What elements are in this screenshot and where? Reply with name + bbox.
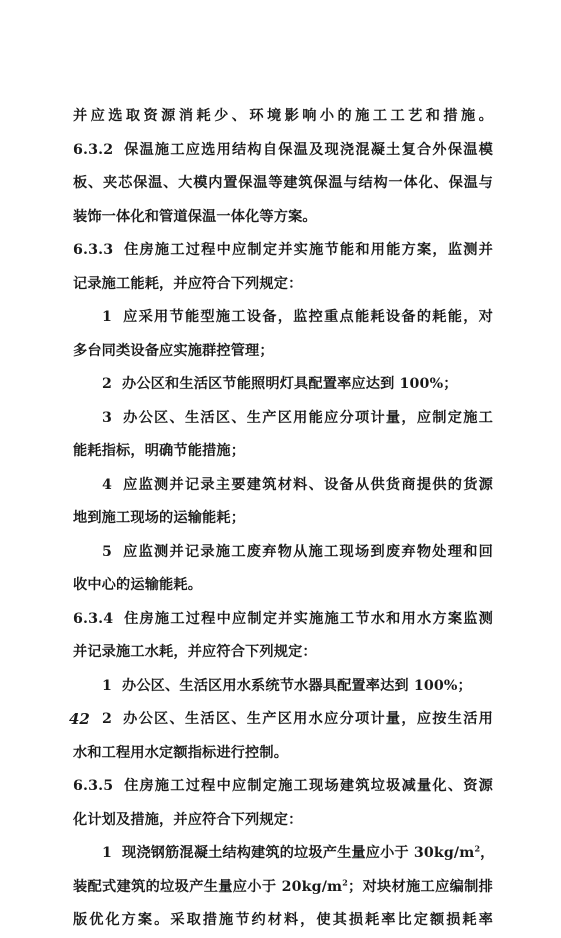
text-line: 装饰一体化和管道保温一体化等方案。 [73, 208, 317, 225]
item-number: 2 [102, 711, 113, 727]
item-number: 1 [102, 845, 113, 861]
item-number: 2 [102, 376, 113, 392]
text-line: 并应选取资源消耗少、环境影响小的施工工艺和措施。 [73, 108, 493, 124]
clause-6-3-2: 6.3.2 保温施工应选用结构自保温及现浇混凝土复合外保温模 [73, 134, 493, 168]
text-line: 地到施工现场的运输能耗； [73, 510, 246, 526]
list-item: 3 办公区、生活区、生产区用能应分项计量，应制定施工 [73, 402, 493, 436]
list-item: 2 办公区、生活区、生产区用水应分项计量，应按生活用 [73, 703, 493, 737]
list-item: 1 应采用节能型施工设备，监控重点能耗设备的耗能，对 [73, 301, 493, 335]
item-number: 3 [102, 409, 113, 426]
item-number: 5 [102, 543, 113, 560]
text-line: 装配式建筑的垃圾产生量应小于 $20kg/m^2$；对块材施工应编制排 [73, 876, 493, 895]
text-line: 并记录施工水耗，并应符合下列规定： [73, 644, 317, 660]
text-line: 水和工程用水定额指标进行控制。 [73, 744, 289, 761]
page-body [73, 100, 493, 938]
list-item: 2 办公区和生活区节能照明灯具配置率应达到 100%； [73, 368, 493, 402]
list-item: 1 现浇钢筋混凝土结构建筑的垃圾产生量应小于 $30kg/m^2$， [73, 837, 493, 871]
text-line: 多台同类设备应实施群控管理； [73, 342, 274, 359]
text-line: 化计划及措施，并应符合下列规定： [73, 811, 303, 828]
clause-6-3-5: 6.3.5 住房施工过程中应制定施工现场建筑垃圾减量化、资源 [73, 770, 493, 804]
clause-number: 6.3.3 [73, 242, 114, 258]
clause-6-3-3: 6.3.3 住房施工过程中应制定并实施节能和用能方案，监测并 [73, 234, 493, 268]
clause-number: 6.3.5 [73, 778, 114, 794]
text-line: 版优化方案。采取措施节约材料，使其损耗率比定额损耗率 [73, 912, 493, 928]
list-item: 4 应监测并记录主要建筑材料、设备从供货商提供的货源 [73, 469, 493, 503]
page-number: 42 [69, 710, 90, 728]
list-item: 5 应监测并记录施工废弃物从施工现场到废弃物处理和回 [73, 536, 493, 570]
text-line: 能耗指标，明确节能措施； [73, 443, 246, 459]
clause-number: 6.3.2 [73, 141, 114, 158]
item-number: 1 [102, 677, 113, 694]
text-line: 收中心的运输能耗。 [73, 577, 203, 593]
clause-number: 6.3.4 [73, 610, 114, 627]
item-number: 1 [102, 309, 113, 325]
text-line: 板、夹芯保温、大模内置保温等建筑保温与结构一体化、保温与 [73, 175, 493, 191]
text-line: 记录施工能耗，并应符合下列规定： [73, 275, 303, 292]
list-item: 1 办公区、生活区用水系统节水器具配置率达到 100%； [73, 670, 493, 704]
item-number: 4 [102, 476, 113, 493]
clause-6-3-4: 6.3.4 住房施工过程中应制定并实施施工节水和用水方案监测 [73, 603, 493, 637]
